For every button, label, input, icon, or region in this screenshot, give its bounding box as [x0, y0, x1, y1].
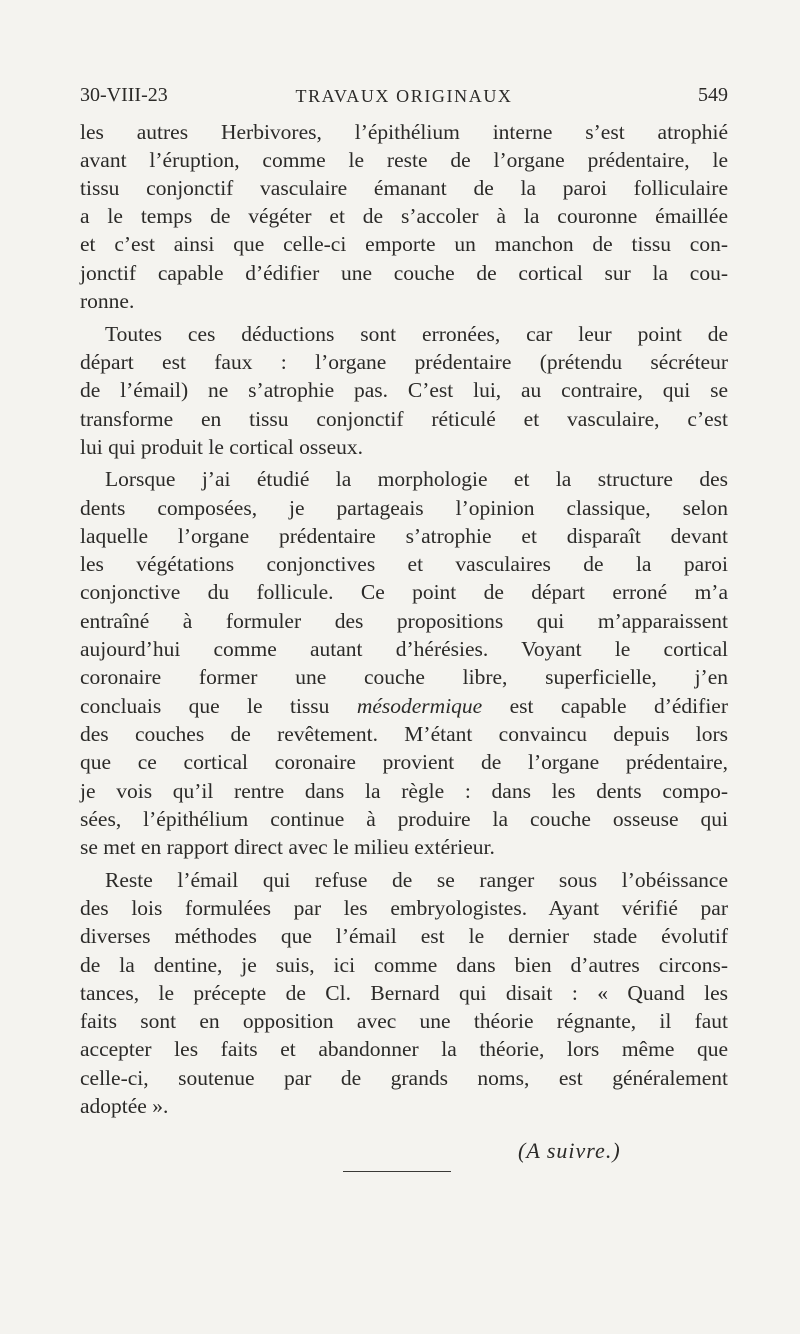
page-number: 549: [698, 84, 728, 106]
text-line: des couches de revêtement. M’étant convaincu depuis lors: [80, 722, 728, 746]
text-line: adoptée ».: [80, 1094, 169, 1118]
text-segment: est capable d’édifier: [482, 694, 728, 718]
text-line: faits sont en opposition avec une théorie régnante, il faut: [80, 1009, 728, 1033]
text-line: conjonctive du follicule. Ce point de départ erroné m’a: [80, 580, 728, 604]
text-line: diverses méthodes que l’émail est le dernier stade évolutif: [80, 924, 728, 948]
continuation-note: (A suivre.): [518, 1138, 621, 1163]
text-line: les végétations conjonctives et vasculaires de la paroi: [80, 552, 728, 576]
emphasized-word: mésodermique: [356, 694, 483, 718]
text-line: a le temps de végéter et de s’accoler à la couronne émaillée: [80, 204, 728, 228]
header-title: TRAVAUX ORIGINAUX: [295, 86, 513, 106]
text-line: laquelle l’organe prédentaire s’atrophie et disparaît devant: [80, 524, 728, 548]
text-line: tances, le précepte de Cl. Bernard qui disait : « Quand les: [80, 981, 728, 1005]
text-line: départ est faux : l’organe prédentaire (prétendu sécréteur: [80, 350, 728, 374]
text-line: coronaire former une couche libre, superficielle, j’en: [80, 665, 728, 689]
text-line: lui qui produit le cortical osseux.: [80, 435, 364, 459]
text-segment: concluais que le tissu: [80, 694, 357, 718]
text-line: Toutes ces déductions sont erronées, car leur point de: [105, 322, 728, 346]
text-line: que ce cortical coronaire provient de l’organe prédentaire,: [80, 750, 728, 774]
text-line: de l’émail) ne s’atrophie pas. C’est lui, au contraire, qui se: [80, 378, 728, 402]
text-line: Reste l’émail qui refuse de se ranger sous l’obéissance: [105, 868, 728, 892]
text-line: sées, l’épithélium continue à produire la couche osseuse qui: [80, 807, 728, 831]
text-line: des lois formulées par les embryologistes. Ayant vérifié par: [80, 896, 728, 920]
closing-rule: [343, 1171, 451, 1172]
text-line: avant l’éruption, comme le reste de l’organe prédentaire, le: [80, 148, 728, 172]
text-line: ronne.: [80, 289, 135, 313]
text-line: celle-ci, soutenue par de grands noms, est généralement: [80, 1066, 728, 1090]
text-line: Lorsque j’ai étudié la morphologie et la structure des: [105, 467, 728, 491]
text-line: accepter les faits et abandonner la théorie, lors même que: [80, 1037, 728, 1061]
text-line-emphasis: [80, 692, 728, 720]
header-date: 30-VIII-23: [80, 84, 168, 106]
text-line: je vois qu’il rentre dans la règle : dans les dents compo-: [80, 779, 728, 803]
text-line: et c’est ainsi que celle-ci emporte un manchon de tissu con-: [80, 232, 728, 256]
text-line: entraîné à formuler des propositions qui m’apparaissent: [80, 609, 728, 633]
text-line: de la dentine, je suis, ici comme dans bien d’autres circons-: [80, 953, 728, 977]
running-header: [80, 84, 728, 116]
text-line: les autres Herbivores, l’épithélium interne s’est atrophié: [80, 120, 728, 144]
text-line: tissu conjonctif vasculaire émanant de la paroi folliculaire: [80, 176, 728, 200]
text-line: transforme en tissu conjonctif réticulé et vasculaire, c’est: [80, 407, 728, 431]
text-line: dents composées, je partageais l’opinion classique, selon: [80, 496, 728, 520]
text-line: jonctif capable d’édifier une couche de cortical sur la cou-: [80, 261, 728, 285]
text-line: se met en rapport direct avec le milieu extérieur.: [80, 835, 495, 859]
text-line: aujourd’hui comme autant d’hérésies. Voyant le cortical: [80, 637, 728, 661]
